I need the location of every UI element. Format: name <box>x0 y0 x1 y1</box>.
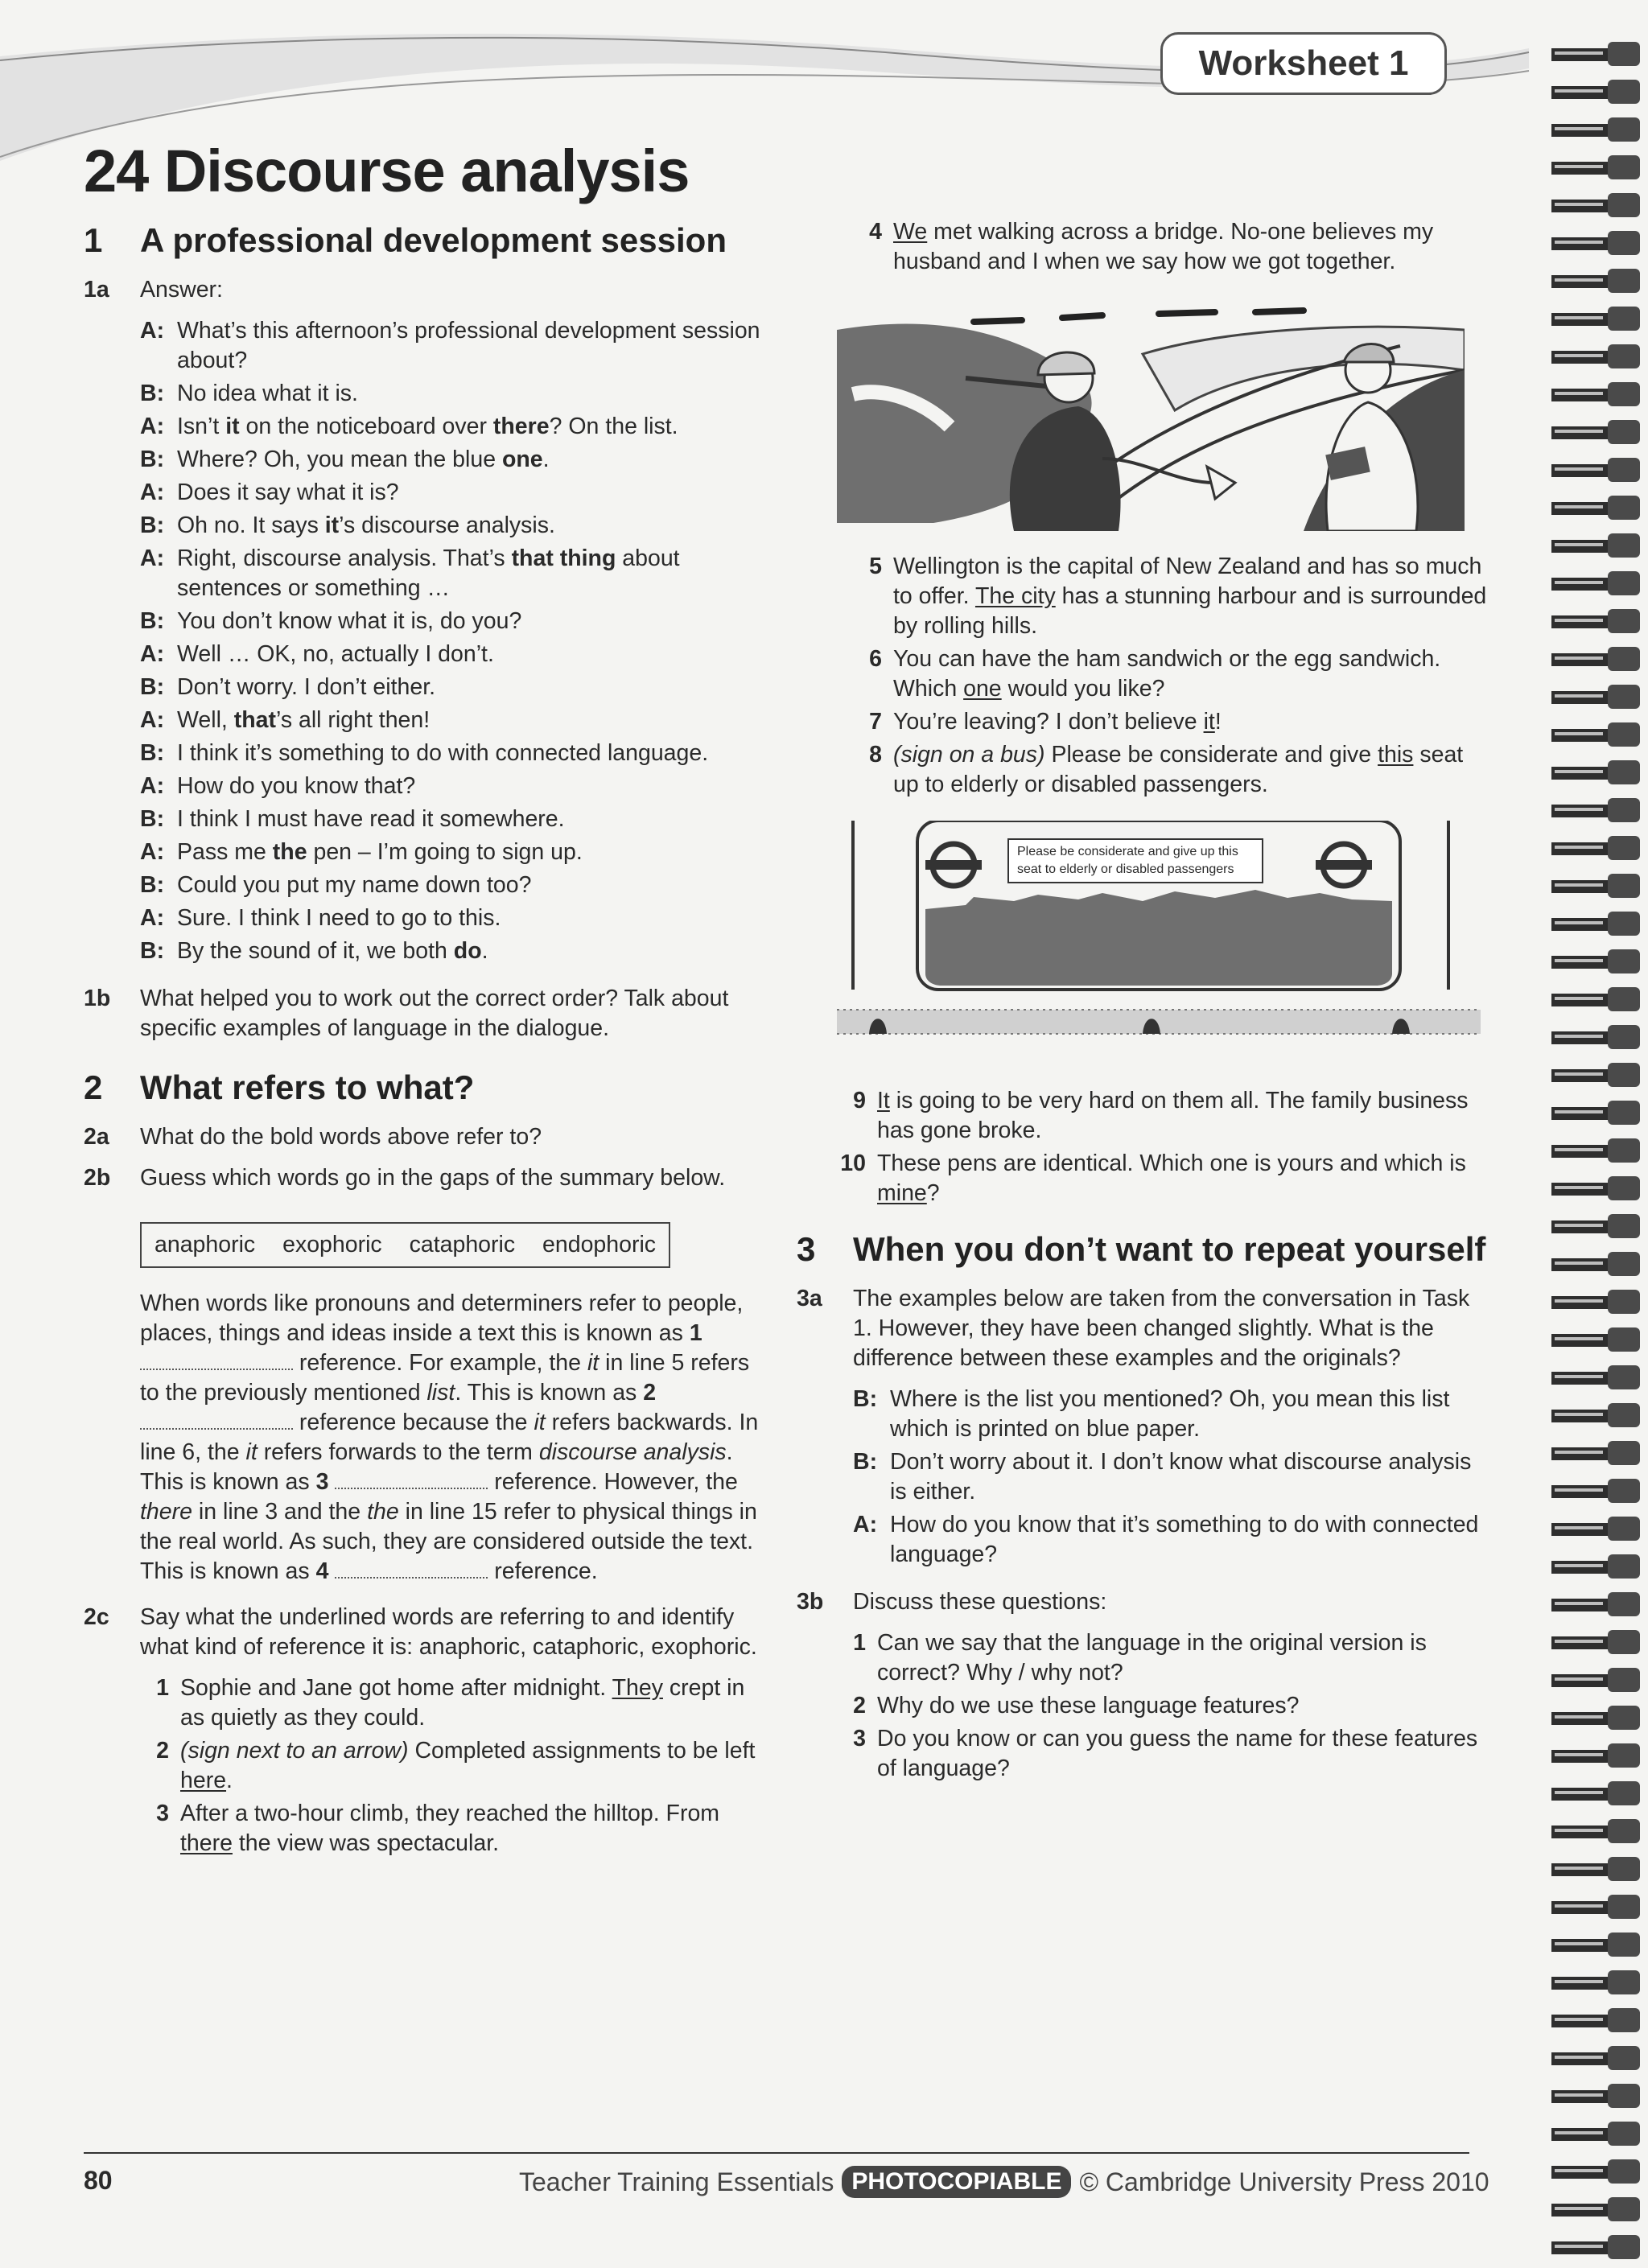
item-post: crept in as quietly as they could. <box>180 1675 745 1731</box>
item-text <box>877 1149 1489 1208</box>
question-number: 2 <box>853 1693 866 1718</box>
item-text <box>893 644 1489 704</box>
dialogue-text: Don’t worry about it. I don’t know what discourse analysis is either. <box>890 1449 1472 1504</box>
item-number: 8 <box>869 742 882 768</box>
speaker-label: B: <box>140 447 165 472</box>
dialogue-line <box>140 640 768 669</box>
word-anaphoric: anaphoric <box>154 1232 256 1257</box>
item-pre: Sophie and Jane got home after midnight. <box>180 1675 612 1701</box>
item-context: (sign on a bus) <box>893 742 1052 768</box>
dialogue-line <box>140 544 768 603</box>
spiral-loop <box>1551 1668 1640 1692</box>
speaker-label: B: <box>140 872 165 898</box>
item-pre: These pens are identical. Which one is yours and which is <box>877 1150 1466 1176</box>
item-post: met walking across a bridge. No-one believes my husband and I when we say how we got together. <box>893 219 1434 274</box>
bus-sign: Please be considerate and give up this seat to elderly or disabled passengers <box>1007 838 1263 883</box>
item-number: 2 <box>156 1738 169 1764</box>
spiral-loop <box>1551 1517 1640 1541</box>
item-number: 9 <box>853 1088 866 1113</box>
referring-word: here <box>180 1768 227 1793</box>
dialogue-text: How do you know that? <box>177 773 416 799</box>
item-number: 10 <box>840 1150 866 1176</box>
item-post: ? <box>926 1180 940 1206</box>
question-number: 1 <box>853 1630 866 1656</box>
item-text <box>893 217 1489 277</box>
speaker-label: B: <box>853 1386 878 1412</box>
questions-3b <box>837 1628 1489 1784</box>
speaker-label: B: <box>140 740 165 766</box>
page-number: 80 <box>84 2166 113 2195</box>
spiral-loop <box>1551 1819 1640 1843</box>
spiral-loop <box>1551 2046 1640 2070</box>
item-text <box>893 740 1489 800</box>
dialogue-text: Where? Oh, you mean the blue one. <box>177 447 550 472</box>
spiral-loop <box>1551 609 1640 633</box>
speaker-label: A: <box>140 905 165 931</box>
referring-word: The city <box>974 583 1056 609</box>
word-endophoric: endophoric <box>542 1232 657 1257</box>
dialogue-line <box>140 739 768 768</box>
spiral-loop <box>1551 1441 1640 1465</box>
dialogue-line <box>140 673 768 702</box>
spiral-loop <box>1551 231 1640 255</box>
item-text <box>893 707 1489 737</box>
spiral-loop <box>1551 1895 1640 1919</box>
item-post: would you like? <box>1001 676 1165 702</box>
dialogue-line <box>140 772 768 801</box>
speaker-label: B: <box>140 512 165 538</box>
item-number: 6 <box>869 646 882 672</box>
speaker-label: A: <box>140 707 165 733</box>
worksheet-tab: Worksheet 1 <box>1160 32 1447 95</box>
section-2-heading: 2 What refers to what? <box>84 1068 475 1106</box>
dialogue-line <box>140 903 768 933</box>
speaker-label: A: <box>140 641 165 667</box>
item-post: the view was spectacular. <box>232 1830 500 1856</box>
task-3a: 3a The examples below are taken from the conversation in Task 1. However, they have been changed slightly. What is the difference between these examples and the originals? <box>797 1286 1470 1371</box>
section-1-heading: 1 A professional development session <box>84 221 727 259</box>
spiral-loop <box>1551 1781 1640 1805</box>
dialogue-text: Does it say what it is? <box>177 480 399 505</box>
speaker-label: B: <box>140 938 165 964</box>
dialogue-line <box>853 1447 1489 1507</box>
gap-3[interactable] <box>335 1472 488 1489</box>
gap-2[interactable] <box>140 1412 293 1430</box>
task-2b: 2b Guess which words go in the gaps of the summary below. <box>84 1165 726 1191</box>
item-text <box>180 1673 768 1733</box>
question-item <box>837 1628 1489 1688</box>
task-1a: 1a Answer: <box>84 277 223 303</box>
item-post: . <box>226 1768 233 1793</box>
spiral-loop <box>1551 1214 1640 1238</box>
list-item <box>853 552 1489 641</box>
item-post: seat up to elderly or disabled passengers. <box>893 742 1464 797</box>
spiral-loop <box>1551 80 1640 104</box>
speaker-label: A: <box>140 480 165 505</box>
referring-word: We <box>893 219 928 245</box>
dialogue-line <box>140 936 768 966</box>
item-pre: Completed assignments to be left <box>414 1738 756 1764</box>
word-box <box>140 1222 670 1268</box>
list-item <box>837 1086 1489 1146</box>
gap-1[interactable] <box>140 1352 293 1370</box>
speaker-label: A: <box>140 773 165 799</box>
spiral-loop <box>1551 1970 1640 1994</box>
item-pre: Wellington is the capital of New Zealand and has so much to offer. <box>893 554 1482 609</box>
task-3b: 3b Discuss these questions: <box>797 1589 1107 1615</box>
speaker-label: A: <box>853 1512 878 1537</box>
item-number: 1 <box>156 1675 169 1701</box>
spiral-loop <box>1551 2008 1640 2032</box>
task-2c: 2c Say what the underlined words are referring to and identify what kind of reference it is: anaphoric, cataphoric, exophoric. <box>84 1604 757 1660</box>
item-post: has a stunning harbour and is surrounded by rolling hills. <box>893 583 1487 639</box>
dialogue-text: Oh no. It says it’s discourse analysis. <box>177 512 555 538</box>
question-text: Do you know or can you guess the name for these features of language? <box>877 1726 1478 1781</box>
spiral-loop <box>1551 42 1640 66</box>
spiral-loop <box>1551 1630 1640 1654</box>
items-right-c <box>837 1086 1489 1208</box>
dialogue-text: I think I must have read it somewhere. <box>177 806 565 832</box>
summary-paragraph: When words like pronouns and determiners refer to people, places, things and ideas inside a text this is known as 1 reference. For example, the it in line 5 refers to the previously mentioned list. This is known as 2 reference because the it refers backwards. In line 6, the it refers forwards to the term discourse analysis. This is known as 3 reference. However, the there in line 3 and the the in line 15 refer to physical things in the real world. As such, they are considered outside the text. This is known as 4 reference. <box>140 1290 759 1584</box>
referring-word: It <box>877 1088 890 1113</box>
gap-4[interactable] <box>335 1561 488 1579</box>
item-number: 3 <box>156 1801 169 1826</box>
referring-word: They <box>612 1675 663 1701</box>
dialogue-line <box>853 1385 1489 1444</box>
spiral-loop <box>1551 685 1640 709</box>
speaker-label: B: <box>140 608 165 634</box>
dialogue-line <box>853 1510 1489 1570</box>
spiral-loop <box>1551 155 1640 179</box>
spiral-loop <box>1551 382 1640 406</box>
spiral-loop <box>1551 798 1640 822</box>
dialogue-text: Right, discourse analysis. That’s that thing about sentences or something … <box>177 545 680 601</box>
spiral-loop <box>1551 533 1640 558</box>
dialogue-text: You don’t know what it is, do you? <box>177 608 522 634</box>
spiral-loop <box>1551 912 1640 936</box>
referring-word: one <box>963 676 1002 702</box>
spiral-loop <box>1551 193 1640 217</box>
item-pre: Please be considerate and give <box>1051 742 1378 768</box>
spiral-loop <box>1551 1252 1640 1276</box>
spiral-loop <box>1551 571 1640 595</box>
dialogue-line <box>140 607 768 636</box>
list-item <box>837 1149 1489 1208</box>
speaker-label: B: <box>140 674 165 700</box>
referring-word: there <box>180 1830 233 1856</box>
spiral-loop <box>1551 1857 1640 1881</box>
list-item <box>140 1799 768 1858</box>
dialogue-line <box>140 706 768 735</box>
dialogue-text: Don’t worry. I don’t either. <box>177 674 436 700</box>
speaker-label: A: <box>140 414 165 439</box>
item-context: (sign next to an arrow) <box>180 1738 415 1764</box>
list-item <box>140 1736 768 1796</box>
item-pre: After a two-hour climb, they reached the hilltop. From <box>180 1801 720 1826</box>
list-item <box>853 740 1489 800</box>
spiral-loop <box>1551 2084 1640 2108</box>
spiral-loop <box>1551 647 1640 671</box>
photocopiable-badge: PHOTOCOPIABLE <box>842 2166 1071 2198</box>
dialogue-line <box>140 838 768 867</box>
spiral-loop <box>1551 836 1640 860</box>
page-title: 24 Discourse analysis <box>84 138 690 204</box>
right-column <box>797 217 1489 1787</box>
spiral-loop <box>1551 307 1640 331</box>
spiral-loop <box>1551 117 1640 142</box>
item-post: is going to be very hard on them all. The family business has gone broke. <box>877 1088 1469 1143</box>
question-text: Why do we use these language features? <box>877 1693 1300 1718</box>
spiral-loop <box>1551 1365 1640 1389</box>
spiral-loop <box>1551 2235 1640 2259</box>
item-number: 4 <box>869 219 882 245</box>
left-column <box>84 217 768 1862</box>
dialogue-text: Pass me the pen – I’m going to sign up. <box>177 839 583 865</box>
spiral-loop <box>1551 1176 1640 1200</box>
dialogue-text: What’s this afternoon’s professional development session about? <box>177 318 760 373</box>
dialogue-text: Isn’t it on the noticeboard over there? On the list. <box>177 414 678 439</box>
spiral-loop <box>1551 760 1640 784</box>
spiral-loop <box>1551 2159 1640 2184</box>
question-item <box>837 1691 1489 1721</box>
dialogue-text: No idea what it is. <box>177 381 358 406</box>
referring-word: mine <box>877 1180 927 1206</box>
question-item <box>837 1724 1489 1784</box>
spiral-binding <box>1551 0 1648 2268</box>
spiral-loop <box>1551 1403 1640 1427</box>
dialogue-text: Could you put my name down too? <box>177 872 532 898</box>
speaker-label: A: <box>140 318 165 344</box>
spiral-loop <box>1551 1327 1640 1352</box>
spiral-loop <box>1551 987 1640 1011</box>
dialogue-line <box>140 478 768 508</box>
question-number: 3 <box>853 1726 866 1751</box>
spiral-loop <box>1551 420 1640 444</box>
spiral-loop <box>1551 344 1640 368</box>
speaker-label: B: <box>140 806 165 832</box>
item-text <box>180 1799 768 1858</box>
list-item <box>853 217 1489 277</box>
item-pre: You can have the ham sandwich or the egg sandwich. Which <box>893 646 1441 702</box>
dialogue-text: Well, that’s all right then! <box>177 707 431 733</box>
spiral-loop <box>1551 1592 1640 1616</box>
spiral-loop <box>1551 1138 1640 1163</box>
item-text <box>877 1086 1489 1146</box>
spiral-loop <box>1551 1479 1640 1503</box>
list-item <box>853 644 1489 704</box>
spiral-loop <box>1551 1290 1640 1314</box>
spiral-loop <box>1551 269 1640 293</box>
word-exophoric: exophoric <box>282 1232 382 1257</box>
footer-credit: Teacher Training Essentials PHOTOCOPIABLE © Cambridge University Press 2010 <box>519 2166 1489 2198</box>
section-3-heading: 3 When you don’t want to repeat yourself <box>797 1230 1486 1268</box>
dialogue-line <box>140 511 768 541</box>
spiral-loop <box>1551 722 1640 747</box>
spiral-loop <box>1551 496 1640 520</box>
speaker-label: B: <box>140 381 165 406</box>
spiral-loop <box>1551 1025 1640 1049</box>
question-text: Can we say that the language in the original version is correct? Why / why not? <box>877 1630 1427 1686</box>
dialogue-line <box>140 805 768 834</box>
items-right-b <box>853 552 1489 800</box>
speaker-label: B: <box>853 1449 878 1475</box>
footer-rule <box>84 2152 1469 2154</box>
spiral-loop <box>1551 2197 1640 2221</box>
referring-word: this <box>1378 742 1414 768</box>
list-item <box>140 1673 768 1733</box>
items-right-a <box>853 217 1489 277</box>
spiral-loop <box>1551 1706 1640 1730</box>
item-text <box>893 552 1489 641</box>
dialogue-line <box>140 445 768 475</box>
spiral-loop <box>1551 1933 1640 1957</box>
speaker-label: A: <box>140 545 165 571</box>
item-text <box>180 1736 768 1796</box>
referring-word: it <box>1203 709 1215 735</box>
examples-3a <box>853 1385 1489 1570</box>
dialogue-text: Where is the list you mentioned? Oh, you mean this list which is printed on blue paper. <box>890 1386 1450 1442</box>
bridge-illustration <box>837 298 1465 531</box>
spiral-loop <box>1551 2122 1640 2146</box>
task-2a: 2a What do the bold words above refer to? <box>84 1124 542 1150</box>
dialogue <box>140 316 768 966</box>
dialogue-line <box>140 871 768 900</box>
item-post: ! <box>1214 709 1222 735</box>
spiral-loop <box>1551 458 1640 482</box>
speaker-label: A: <box>140 839 165 865</box>
spiral-loop <box>1551 1743 1640 1768</box>
dialogue-text: I think it’s something to do with connected language. <box>177 740 709 766</box>
spiral-loop <box>1551 874 1640 898</box>
item-pre: You’re leaving? I don’t believe <box>893 709 1204 735</box>
bus-illustration <box>837 821 1481 1062</box>
item-number: 5 <box>869 554 882 579</box>
spiral-loop <box>1551 949 1640 973</box>
spiral-loop <box>1551 1101 1640 1125</box>
list-item <box>853 707 1489 737</box>
dialogue-text: How do you know that it’s something to do with connected language? <box>890 1512 1479 1567</box>
items-left <box>140 1673 768 1858</box>
task-1b: 1b What helped you to work out the correct order? Talk about specific examples of language in the dialogue. <box>84 986 729 1041</box>
dialogue-line <box>140 379 768 409</box>
dialogue-text: Sure. I think I need to go to this. <box>177 905 501 931</box>
dialogue-line <box>140 316 768 376</box>
item-number: 7 <box>869 709 882 735</box>
dialogue-text: Well … OK, no, actually I don’t. <box>177 641 494 667</box>
dialogue-line <box>140 412 768 442</box>
word-cataphoric: cataphoric <box>409 1232 516 1257</box>
dialogue-text: By the sound of it, we both do. <box>177 938 488 964</box>
spiral-loop <box>1551 1554 1640 1579</box>
spiral-loop <box>1551 1063 1640 1087</box>
